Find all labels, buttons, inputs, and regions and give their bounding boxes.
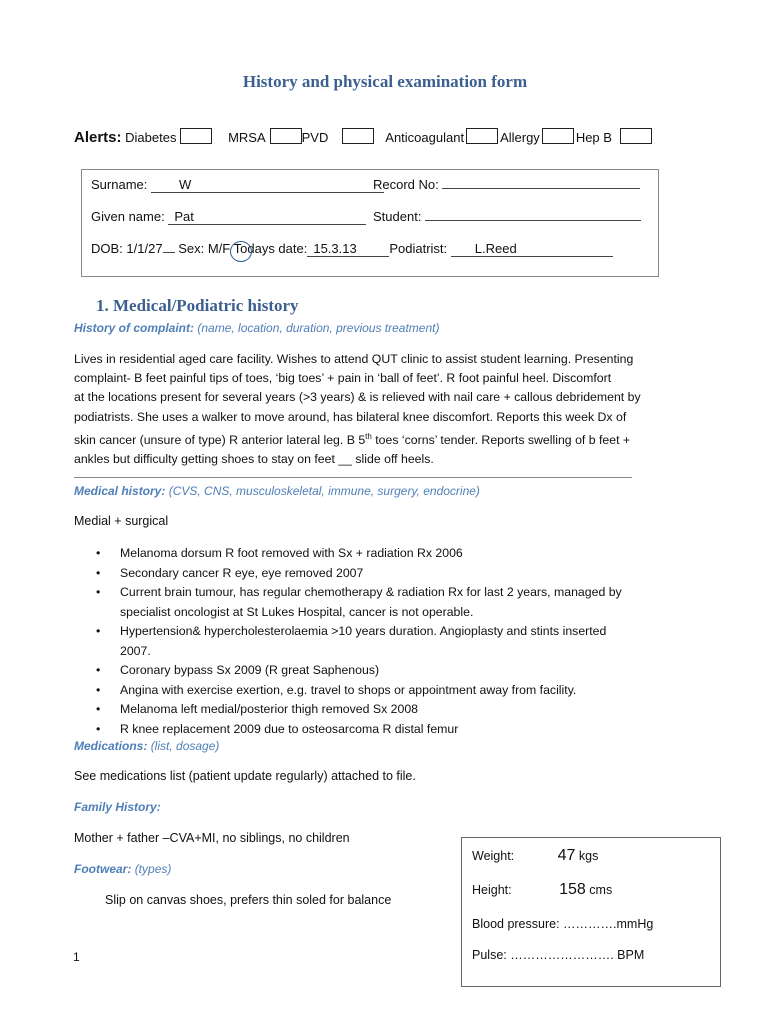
footwear-hint: (types) <box>134 862 172 876</box>
surname-field[interactable]: W <box>151 177 384 193</box>
medications-text: See medications list (patient update regularly) attached to file. <box>74 769 416 783</box>
list-item-continuation: specialist oncologist at St Lukes Hospital, cancer is not operable. <box>120 604 474 619</box>
alert-hepb-checkbox[interactable] <box>620 128 652 144</box>
podiatrist-label: Podiatrist: <box>389 241 448 256</box>
sex-field[interactable]: M/F <box>207 241 231 256</box>
complaint-line: Lives in residential aged care facility. Wishes to attend QUT clinic to assist student learning. Presenting <box>74 352 634 366</box>
height-label: Height: <box>472 883 512 897</box>
alert-allergy-checkbox[interactable] <box>542 128 574 144</box>
medical-history-heading <box>74 484 480 498</box>
dob-label: DOB: <box>91 241 123 256</box>
list-item-continuation: 2007. <box>120 643 151 658</box>
sex-f-circle-mark <box>230 241 252 262</box>
surname-label: Surname: <box>91 177 148 192</box>
alert-pvd-label: PVD <box>301 130 329 145</box>
medical-history-list <box>74 544 694 739</box>
medications-heading <box>74 739 219 753</box>
list-item: • Coronary bypass Sx 2009 (R great Saphenous) <box>74 661 694 681</box>
complaint-line: ankles but difficulty getting shoes to stay on feet __ slide off heels. <box>74 452 434 467</box>
alert-anticoagulant-checkbox[interactable] <box>466 128 498 144</box>
footwear-label: Footwear: <box>74 862 132 876</box>
weight-unit: kgs <box>578 849 599 863</box>
patient-details-box <box>81 169 659 277</box>
history-of-complaint-heading <box>74 321 439 335</box>
list-item: • Melanoma dorsum R foot removed with Sx + radiation Rx 2006 <box>74 544 694 564</box>
complaint-line: at the locations present for several years (>3 years) & is relieved with nail care + callous debridement by <box>74 390 641 405</box>
alerts-label: Alerts: <box>74 129 122 146</box>
complaint-line5-start: skin cancer (unsure of type) R anterior lateral leg. B 5 <box>74 432 366 447</box>
medical-history-label: Medical history: <box>74 484 166 498</box>
alert-mrsa-checkbox[interactable] <box>270 128 302 144</box>
alert-diabetes-checkbox[interactable] <box>180 128 212 144</box>
complaint-line: complaint- B feet painful tips of toes, ‘big toes’ + pain in ‘ball of feet’. R foot painful heel. Discomfort <box>74 371 612 386</box>
alert-diabetes-label: Diabetes <box>125 130 177 145</box>
footwear-text: Slip on canvas shoes, prefers thin soled for balance <box>105 893 392 907</box>
list-item: • Secondary cancer R eye, eye removed 2007 <box>74 564 694 584</box>
list-item: • Hypertension& hypercholesterolaemia >10 years duration. Angioplasty and stints inserted <box>74 622 694 642</box>
record-label: Record No: <box>373 177 439 192</box>
alert-pvd-checkbox[interactable] <box>342 128 374 144</box>
section-heading-medical-history: 1. Medical/Podiatric history <box>96 296 299 315</box>
dob-underline <box>163 252 175 253</box>
complaint-line5-end: toes ‘corns’ tender. Reports swelling of b feet + <box>371 432 631 447</box>
height-value[interactable]: 158 <box>559 881 586 898</box>
student-field[interactable] <box>425 220 641 221</box>
complaint-line: podiatrists. She uses a walker to move around, has bilateral knee discomfort. Reports this week Dx of <box>74 409 627 424</box>
history-of-complaint-label: History of complaint: <box>74 321 195 335</box>
page-number: 1 <box>73 950 80 964</box>
weight-value[interactable]: 47 <box>557 847 576 864</box>
todays-date-label: Todays date: <box>233 241 308 256</box>
medications-label: Medications: <box>74 739 148 753</box>
medications-hint: (list, dosage) <box>150 739 220 753</box>
podiatrist-field[interactable]: L.Reed <box>451 241 613 257</box>
alert-hepb-label: Hep B <box>575 130 612 145</box>
sex-label: Sex: <box>178 241 205 256</box>
history-of-complaint-hint: (name, location, duration, previous treatment) <box>197 321 440 335</box>
alert-anticoagulant-label: Anticoagulant <box>385 130 465 145</box>
given-name-field[interactable]: Pat <box>168 209 366 225</box>
pulse-value[interactable]: ……………………. BPM <box>510 948 645 962</box>
list-item: • R knee replacement 2009 due to osteosarcoma R distal femur <box>74 720 694 740</box>
section-divider <box>74 477 632 478</box>
weight-label: Weight: <box>472 849 515 863</box>
medical-history-hint: (CVS, CNS, musculoskeletal, immune, surgery, endocrine) <box>168 484 480 498</box>
complaint-line <box>74 427 694 450</box>
alert-allergy-label: Allergy <box>500 130 540 145</box>
student-label: Student: <box>373 209 422 224</box>
alert-mrsa-label: MRSA <box>228 130 266 145</box>
vitals-box <box>461 837 721 987</box>
blood-pressure-label: Blood pressure: <box>472 917 560 931</box>
family-history-text: Mother + father –CVA+MI, no siblings, no children <box>74 831 350 845</box>
pulse-label: Pulse: <box>472 948 507 962</box>
complaint-line5-sup: th <box>365 431 372 441</box>
todays-date-field[interactable]: 15.3.13 <box>307 241 389 257</box>
list-item: • Melanoma left medial/posterior thigh removed Sx 2008 <box>74 700 694 720</box>
blood-pressure-value[interactable]: ………….mmHg <box>563 917 654 931</box>
alerts-row <box>74 128 662 146</box>
list-item: • Angina with exercise exertion, e.g. travel to shops or appointment away from facility. <box>74 681 694 701</box>
medical-history-intro: Medial + surgical <box>74 514 169 528</box>
record-field[interactable] <box>442 188 640 189</box>
complaint-paragraph <box>74 350 694 469</box>
list-item: • Current brain tumour, has regular chemotherapy & radiation Rx for last 2 years, managed by <box>74 583 694 603</box>
given-name-label: Given name: <box>91 209 165 224</box>
height-unit: cms <box>589 883 613 897</box>
dob-field[interactable]: 1/1/27 <box>126 241 163 256</box>
family-history-label: Family History: <box>74 800 161 814</box>
footwear-heading <box>74 862 171 876</box>
form-title: History and physical examination form <box>242 72 528 91</box>
